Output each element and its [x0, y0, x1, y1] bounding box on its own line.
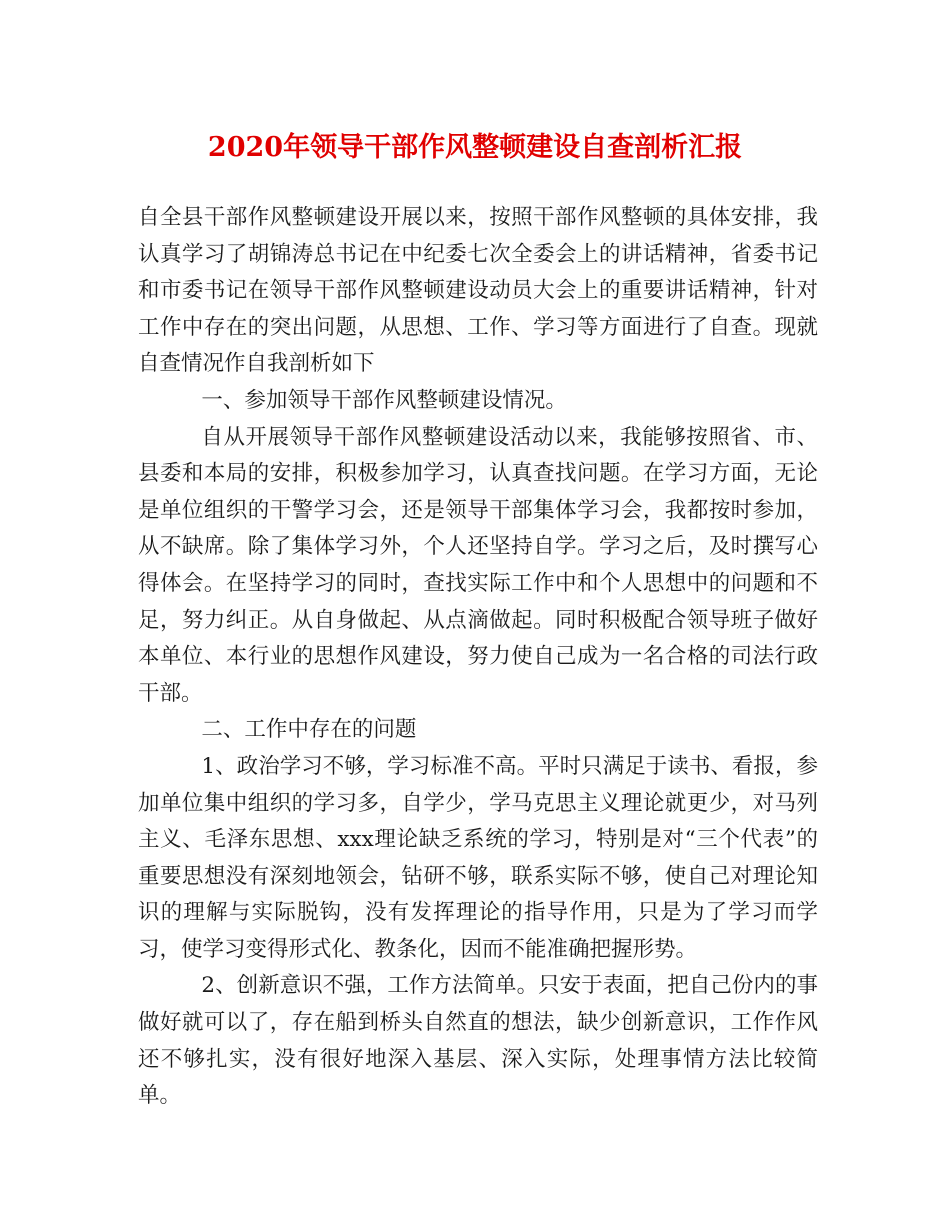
- paragraph-section-1: 自从开展领导干部作风整顿建设活动以来，我能够按照省、市、县委和本局的安排，积极参加学习，认真查找问题。在学习方面，无论是单位组织的干警学习会，还是领导干部集体学习会，我都按时参加，从不缺席。除了集体学习外，个人还坚持自学。学习之后，及时撰写心得体会。在坚持学习的同时，查找实际工作中和个人思想中的问题和不足，努力纠正。从自身做起、从点滴做起。同时积极配合领导班子做好本单位、本行业的思想作风建设，努力使自己成为一名合格的司法行政干部。: [138, 424, 818, 706]
- paragraph-intro: 自全县干部作风整顿建设开展以来，按照干部作风整顿的具体安排，我认真学习了胡锦涛总书记在中纪委七次全委会上的讲话精神，省委书记和市委书记在领导干部作风整顿建设动员大会上的重要讲话精神，针对工作中存在的突出问题，从思想、工作、学习等方面进行了自查。现就自查情况作自我剖析如下: [138, 205, 818, 377]
- section-heading-2: 二、工作中存在的问题: [201, 717, 417, 743]
- document-title: 2020年领导干部作风整顿建设自查剖析汇报: [207, 132, 743, 163]
- paragraph-issue-1: 1、政治学习不够，学习标准不高。平时只满足于读书、看报，参加单位集中组织的学习多，自学少，学马克思主义理论就更少，对马列主义、毛泽东思想、xxx理论缺乏系统的学习，特别是对“三个代表”的重要思想没有深刻地领会，钻研不够，联系实际不够，使自己对理论知识的理解与实际脱钩，没有发挥理论的指导作用，只是为了学习而学习，使学习变得形式化、教条化，因而不能准确把握形势。: [138, 753, 818, 962]
- section-heading-1: 一、参加领导干部作风整顿建设情况。: [201, 387, 567, 413]
- paragraph-issue-2: 2、创新意识不强，工作方法简单。只安于表面，把自己份内的事做好就可以了，存在船到桥头自然直的想法，缺少创新意识，工作作风还不够扎实，没有很好地深入基层、深入实际，处理事情方法比较简单。: [138, 973, 818, 1109]
- document-body: [138, 200, 818, 1115]
